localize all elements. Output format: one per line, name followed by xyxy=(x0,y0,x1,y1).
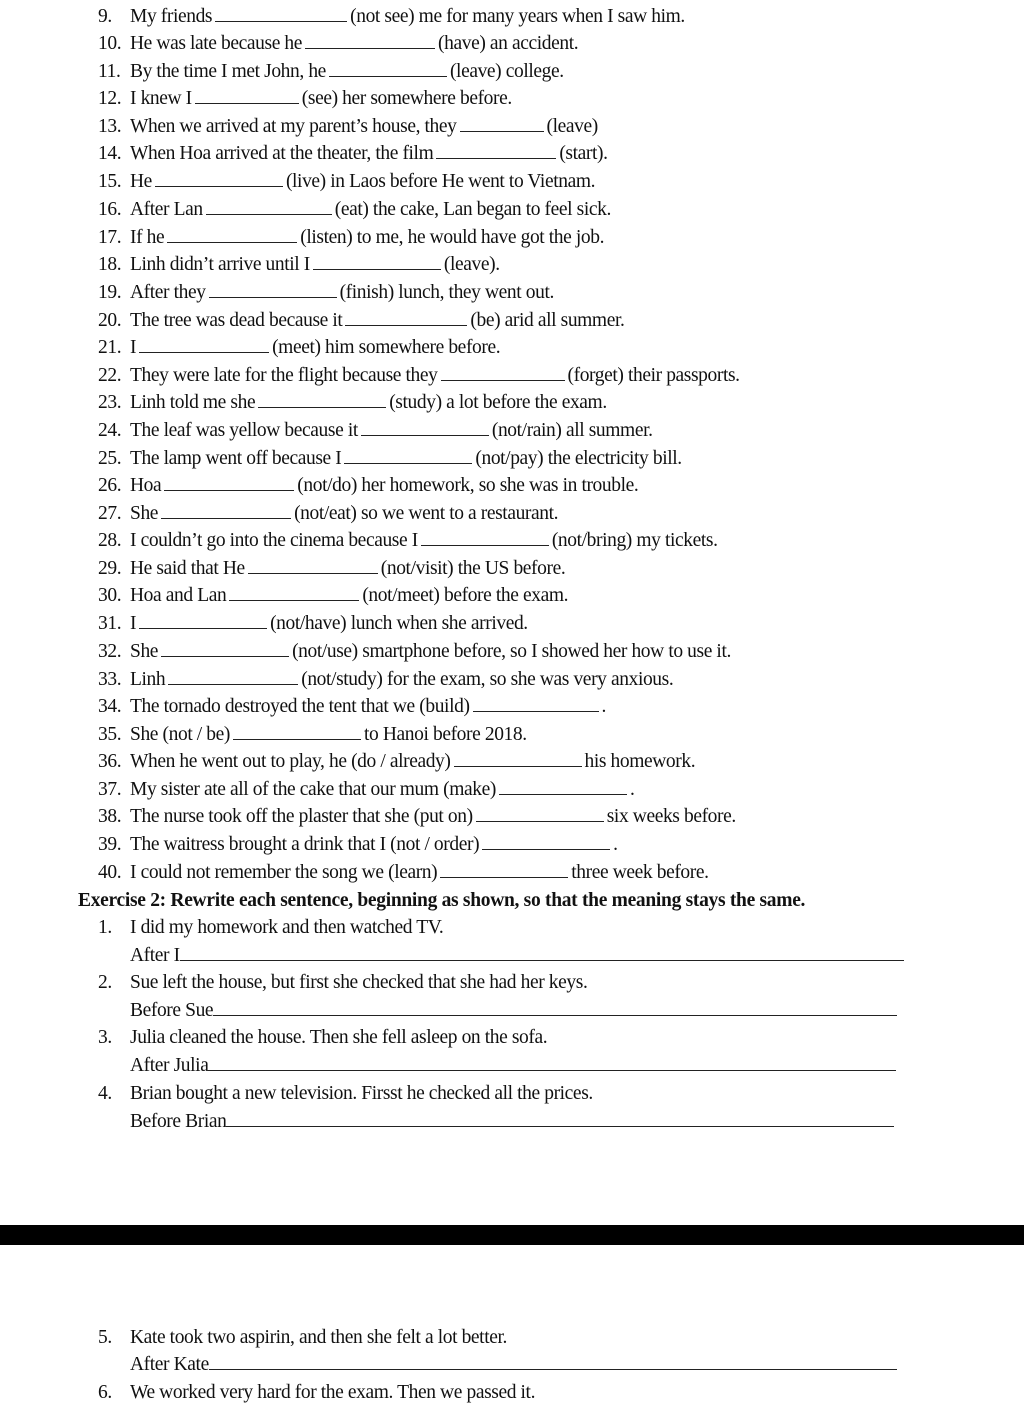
answer-blank[interactable] xyxy=(499,777,627,795)
item-text-after: (not see) me for many years when I saw him. xyxy=(350,6,685,27)
item-number: 10. xyxy=(98,33,122,54)
item-text-after: . xyxy=(629,779,635,800)
original-sentence: Brian bought a new television. Firsst he checked all the prices. xyxy=(130,1083,593,1104)
rewrite-item-answer xyxy=(130,997,897,1024)
item-text-before: I couldn’t go into the cinema because I xyxy=(130,530,418,551)
item-number: 24. xyxy=(98,420,122,441)
exercise-item xyxy=(98,638,731,665)
item-text-after: (not/bring) my tickets. xyxy=(551,530,718,551)
answer-blank[interactable] xyxy=(167,225,297,243)
exercise-item xyxy=(98,140,608,167)
item-number: 23. xyxy=(98,392,122,413)
rewrite-item-answer xyxy=(130,1351,897,1378)
item-text-before: Hoa and Lan xyxy=(130,585,227,606)
exercise-item xyxy=(98,721,527,748)
item-text-after: (finish) lunch, they went out. xyxy=(339,282,554,303)
answer-blank[interactable] xyxy=(168,667,298,685)
rewrite-answer-line[interactable] xyxy=(209,1351,897,1370)
original-sentence: I did my homework and then watched TV. xyxy=(130,917,444,938)
item-text-after: (start). xyxy=(559,143,608,164)
item-text-before: I knew I xyxy=(130,88,192,109)
exercise-item xyxy=(98,113,598,140)
exercise-item xyxy=(98,196,611,223)
exercise-item xyxy=(98,527,718,554)
item-number: 32. xyxy=(98,641,122,662)
item-text-before: They were late for the flight because they xyxy=(130,365,438,386)
item-number: 1. xyxy=(98,917,112,938)
answer-blank[interactable] xyxy=(161,501,291,519)
exercise-item xyxy=(98,251,500,278)
item-text-before: The waitress brought a drink that I (not / order) xyxy=(130,834,480,855)
item-text-before: I xyxy=(130,337,137,358)
item-text-before: The tree was dead because it xyxy=(130,310,343,331)
item-text-after: (not/visit) the US before. xyxy=(380,558,566,579)
item-text-after: his homework. xyxy=(584,751,696,772)
rewrite-item-sentence xyxy=(98,1379,535,1406)
item-number: 21. xyxy=(98,337,122,358)
exercise-item xyxy=(98,85,512,112)
item-text-after: (leave). xyxy=(443,254,500,275)
rewrite-answer-line[interactable] xyxy=(213,997,897,1016)
sentence-start: After Julia xyxy=(130,1055,209,1076)
exercise-item xyxy=(98,3,685,30)
item-text-after: (meet) him somewhere before. xyxy=(272,337,501,358)
answer-blank[interactable] xyxy=(258,390,386,408)
answer-blank[interactable] xyxy=(155,169,283,187)
item-text-before: He was late because he xyxy=(130,33,303,54)
item-text-before: I could not remember the song we (learn) xyxy=(130,862,438,883)
item-text-before: I xyxy=(130,613,137,634)
answer-blank[interactable] xyxy=(361,418,489,436)
exercise-item xyxy=(98,334,500,361)
rewrite-answer-line[interactable] xyxy=(180,942,904,961)
original-sentence: Kate took two aspirin, and then she felt a lot better. xyxy=(130,1327,507,1348)
item-number: 40. xyxy=(98,862,122,883)
item-number: 11. xyxy=(98,61,121,82)
exercise-item xyxy=(98,555,565,582)
exercise-item xyxy=(98,445,682,472)
answer-blank[interactable] xyxy=(161,639,289,657)
item-number: 38. xyxy=(98,806,122,827)
exercise-item xyxy=(98,58,564,85)
exercise-item xyxy=(98,472,638,499)
item-text-after: (see) her somewhere before. xyxy=(301,88,512,109)
exercise-item xyxy=(98,803,736,830)
sentence-start: Before Sue xyxy=(130,1000,214,1021)
item-text-before: He said that He xyxy=(130,558,245,579)
item-text-after: (not/rain) all summer. xyxy=(491,420,653,441)
answer-blank[interactable] xyxy=(195,86,299,104)
item-text-before: The leaf was yellow because it xyxy=(130,420,358,441)
item-number: 31. xyxy=(98,613,122,634)
exercise-item xyxy=(98,362,740,389)
item-number: 36. xyxy=(98,751,122,772)
item-text-before: By the time I met John, he xyxy=(130,61,326,82)
answer-blank[interactable] xyxy=(482,832,610,850)
item-text-after: (be) arid all summer. xyxy=(470,310,625,331)
item-text-before: My sister ate all of the cake that our mum (make) xyxy=(130,779,496,800)
answer-blank[interactable] xyxy=(206,197,332,215)
rewrite-item-answer xyxy=(130,1052,896,1079)
answer-blank[interactable] xyxy=(329,59,447,77)
item-number: 9. xyxy=(98,6,112,27)
item-text-after: (eat) the cake, Lan began to feel sick. xyxy=(334,199,611,220)
answer-blank[interactable] xyxy=(344,446,472,464)
rewrite-item-sentence xyxy=(98,1024,547,1051)
exercise-item xyxy=(98,224,604,251)
item-number: 16. xyxy=(98,199,122,220)
item-text-after: (not/study) for the exam, so she was very anxious. xyxy=(301,669,674,690)
page-divider xyxy=(0,1225,1024,1245)
answer-blank[interactable] xyxy=(345,308,467,326)
exercise-item xyxy=(98,693,606,720)
item-text-after: (listen) to me, he would have got the job. xyxy=(300,227,605,248)
answer-blank[interactable] xyxy=(139,335,269,353)
rewrite-item-answer xyxy=(130,942,904,969)
item-number: 28. xyxy=(98,530,122,551)
answer-blank[interactable] xyxy=(248,556,378,574)
item-text-after: . xyxy=(613,834,618,855)
item-text-before: He xyxy=(130,171,152,192)
item-number: 34. xyxy=(98,696,122,717)
exercise-item xyxy=(98,168,595,195)
exercise-item xyxy=(98,30,578,57)
item-text-before: If he xyxy=(130,227,165,248)
answer-blank[interactable] xyxy=(454,749,582,767)
rewrite-item-sentence xyxy=(98,1324,507,1351)
answer-blank[interactable] xyxy=(421,528,549,546)
item-text-before: She xyxy=(130,503,159,524)
answer-blank[interactable] xyxy=(305,31,435,49)
sentence-start: Before Brian xyxy=(130,1111,227,1132)
original-sentence: Julia cleaned the house. Then she fell asleep on the sofa. xyxy=(130,1027,548,1048)
item-text-after: (not/have) lunch when she arrived. xyxy=(270,613,528,634)
item-number: 37. xyxy=(98,779,122,800)
item-text-after: (not/meet) before the exam. xyxy=(362,585,569,606)
rewrite-item-sentence xyxy=(98,969,587,996)
exercise-item xyxy=(98,831,618,858)
answer-blank[interactable] xyxy=(139,611,267,629)
item-text-after: (not/pay) the electricity bill. xyxy=(475,448,682,469)
answer-blank[interactable] xyxy=(164,473,294,491)
item-number: 19. xyxy=(98,282,122,303)
exercise-item xyxy=(98,610,528,637)
rewrite-item-sentence xyxy=(98,1080,593,1107)
exercise-item xyxy=(98,389,607,416)
item-number: 33. xyxy=(98,669,122,690)
item-text-before: Linh xyxy=(130,669,166,690)
original-sentence: Sue left the house, but first she checked that she had her keys. xyxy=(130,972,588,993)
rewrite-item-answer xyxy=(130,1108,894,1135)
item-number: 22. xyxy=(98,365,122,386)
item-text-after: three week before. xyxy=(571,862,709,883)
answer-blank[interactable] xyxy=(441,363,565,381)
item-number: 6. xyxy=(98,1382,112,1403)
item-number: 15. xyxy=(98,171,122,192)
item-number: 27. xyxy=(98,503,122,524)
item-text-before: After Lan xyxy=(130,199,203,220)
sentence-start: After Kate xyxy=(130,1354,209,1375)
answer-blank[interactable] xyxy=(476,804,604,822)
item-number: 3. xyxy=(98,1027,112,1048)
item-text-after: (forget) their passports. xyxy=(567,365,740,386)
item-number: 29. xyxy=(98,558,122,579)
item-number: 17. xyxy=(98,227,122,248)
item-text-before: The tornado destroyed the tent that we (build) xyxy=(130,696,470,717)
rewrite-answer-line[interactable] xyxy=(208,1052,896,1071)
exercise-item xyxy=(98,417,653,444)
item-text-after: (not/eat) so we went to a restaurant. xyxy=(294,503,559,524)
item-number: 4. xyxy=(98,1083,112,1104)
answer-blank[interactable] xyxy=(233,722,361,740)
sentence-start: After I xyxy=(130,945,180,966)
exercise-item xyxy=(98,776,634,803)
item-text-before: My friends xyxy=(130,6,213,27)
answer-blank[interactable] xyxy=(436,141,556,159)
item-text-after: (leave) xyxy=(546,116,598,137)
item-number: 18. xyxy=(98,254,122,275)
item-text-before: After they xyxy=(130,282,206,303)
answer-blank[interactable] xyxy=(460,114,544,132)
item-number: 20. xyxy=(98,310,122,331)
item-number: 5. xyxy=(98,1327,112,1348)
exercise-item xyxy=(98,859,709,886)
answer-blank[interactable] xyxy=(473,694,599,712)
item-text-after: (not/do) her homework, so she was in trouble. xyxy=(297,475,639,496)
item-text-before: Linh told me she xyxy=(130,392,256,413)
item-text-before: The nurse took off the plaster that she (put on) xyxy=(130,806,473,827)
answer-blank[interactable] xyxy=(229,583,359,601)
item-text-before: She (not / be) xyxy=(130,724,231,745)
item-number: 13. xyxy=(98,116,122,137)
item-number: 12. xyxy=(98,88,122,109)
item-text-after: (not/use) smartphone before, so I showed her how to use it. xyxy=(292,641,731,662)
item-text-after: . xyxy=(601,696,607,717)
item-number: 26. xyxy=(98,475,122,496)
item-text-before: When Hoa arrived at the theater, the film xyxy=(130,143,434,164)
item-text-after: to Hanoi before 2018. xyxy=(364,724,527,745)
answer-blank[interactable] xyxy=(440,860,568,878)
item-text-after: (leave) college. xyxy=(449,61,564,82)
item-text-before: She xyxy=(130,641,159,662)
exercise-item xyxy=(98,500,558,527)
item-text-before: When he went out to play, he (do / already) xyxy=(130,751,451,772)
rewrite-answer-line[interactable] xyxy=(226,1108,894,1127)
item-text-after: (study) a lot before the exam. xyxy=(389,392,607,413)
item-number: 39. xyxy=(98,834,122,855)
item-number: 14. xyxy=(98,143,122,164)
original-sentence: We worked very hard for the exam. Then we passed it. xyxy=(130,1382,536,1403)
item-text-after: (have) an accident. xyxy=(438,33,579,54)
answer-blank[interactable] xyxy=(313,252,441,270)
exercise-item xyxy=(98,748,695,775)
item-number: 30. xyxy=(98,585,122,606)
item-text-before: The lamp went off because I xyxy=(130,448,342,469)
item-number: 25. xyxy=(98,448,122,469)
exercise-2-heading: Exercise 2: Rewrite each sentence, beginning as shown, so that the meaning stays the same. xyxy=(78,890,806,911)
answer-blank[interactable] xyxy=(215,4,347,22)
rewrite-item-sentence xyxy=(98,914,443,941)
answer-blank[interactable] xyxy=(209,280,337,298)
exercise-item xyxy=(98,279,554,306)
item-number: 2. xyxy=(98,972,112,993)
exercise-item xyxy=(98,666,673,693)
item-text-before: When we arrived at my parent’s house, they xyxy=(130,116,457,137)
item-text-before: Linh didn’t arrive until I xyxy=(130,254,310,275)
exercise-item xyxy=(98,307,624,334)
item-number: 35. xyxy=(98,724,122,745)
item-text-before: Hoa xyxy=(130,475,162,496)
item-text-after: six weeks before. xyxy=(606,806,736,827)
exercise-item xyxy=(98,582,568,609)
item-text-after: (live) in Laos before He went to Vietnam. xyxy=(285,171,596,192)
